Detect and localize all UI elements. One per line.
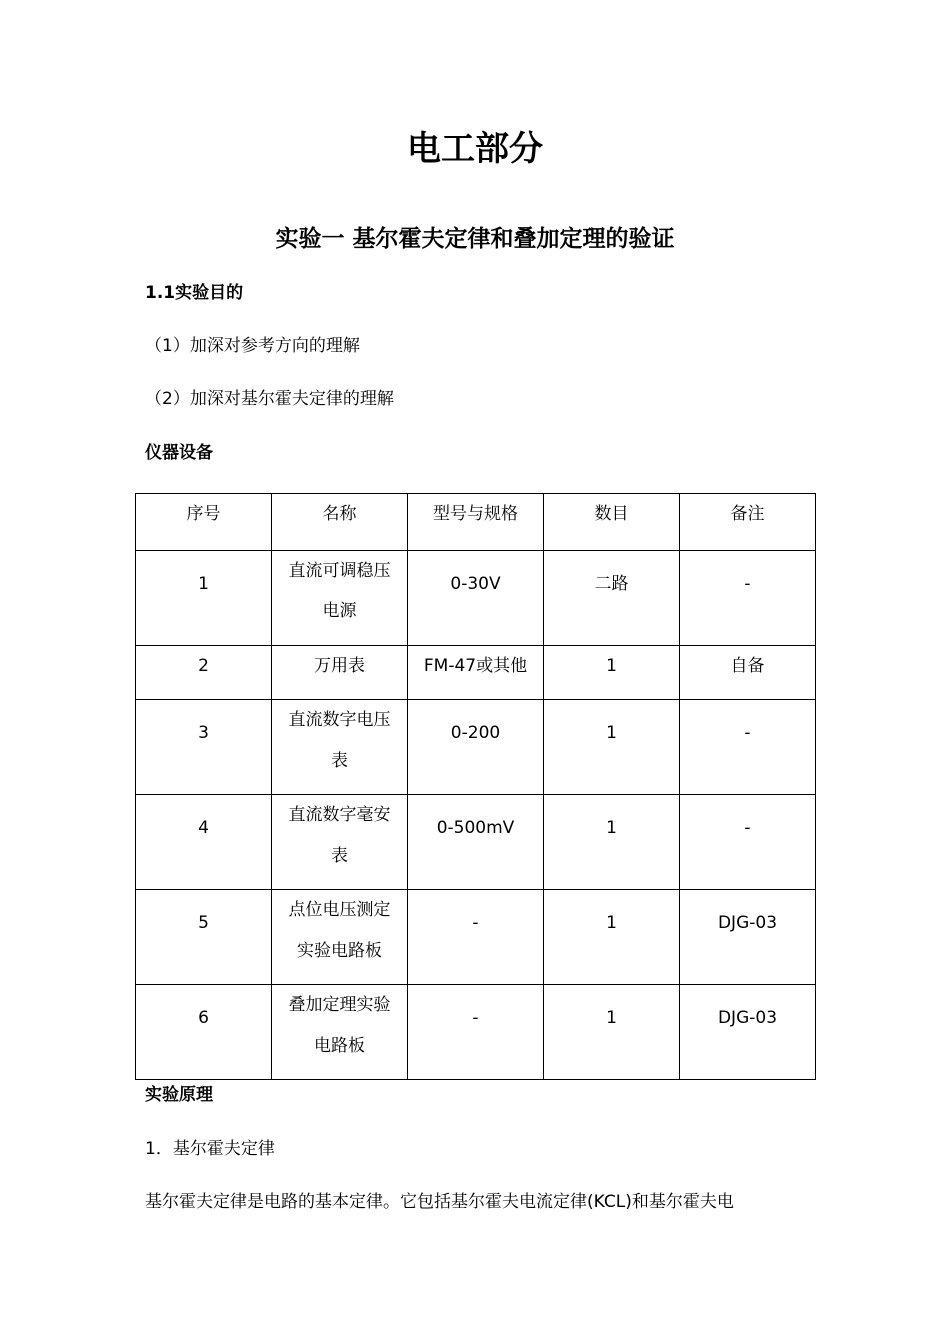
table-header-row — [136, 494, 816, 551]
cell-name: 万用表 — [272, 646, 408, 700]
cell-count: 1 — [544, 795, 680, 890]
principle-item: 1．基尔霍夫定律 — [145, 1139, 275, 1159]
cell-count: 1 — [544, 700, 680, 795]
cell-note: - — [680, 551, 816, 646]
cell-no: 4 — [136, 795, 272, 890]
cell-count: 1 — [544, 890, 680, 985]
cell-note: - — [680, 795, 816, 890]
cell-no: 2 — [136, 646, 272, 700]
section-heading-equipment: 仪器设备 — [145, 443, 213, 463]
table-row — [136, 700, 816, 795]
cell-no: 6 — [136, 985, 272, 1080]
header-no: 序号 — [136, 494, 272, 551]
table-row — [136, 890, 816, 985]
cell-note: - — [680, 700, 816, 795]
experiment-title: 实验一 基尔霍夫定律和叠加定理的验证 — [275, 226, 675, 252]
cell-count: 1 — [544, 646, 680, 700]
header-count: 数目 — [544, 494, 680, 551]
body-paragraph: 基尔霍夫定律是电路的基本定律。它包括基尔霍夫电流定律(KCL)和基尔霍夫电 — [145, 1192, 734, 1212]
cell-name: 直流数字毫安 表 — [272, 795, 408, 890]
header-note: 备注 — [680, 494, 816, 551]
goal-item: （2）加深对基尔霍夫定律的理解 — [145, 389, 394, 409]
cell-no: 1 — [136, 551, 272, 646]
table-row — [136, 795, 816, 890]
table-row — [136, 551, 816, 646]
cell-spec: 0-200 — [408, 700, 544, 795]
header-name: 名称 — [272, 494, 408, 551]
cell-name: 叠加定理实验 电路板 — [272, 985, 408, 1080]
cell-no: 3 — [136, 700, 272, 795]
cell-name: 点位电压测定 实验电路板 — [272, 890, 408, 985]
cell-name: 直流数字电压 表 — [272, 700, 408, 795]
page-title: 电工部分 — [407, 129, 543, 169]
cell-note: 自备 — [680, 646, 816, 700]
cell-spec: 0-500mV — [408, 795, 544, 890]
section-heading-purpose: 1.1实验目的 — [145, 283, 244, 303]
cell-note: DJG-03 — [680, 985, 816, 1080]
cell-spec: FM-47或其他 — [408, 646, 544, 700]
goal-item: （1）加深对参考方向的理解 — [145, 336, 360, 356]
cell-spec: - — [408, 985, 544, 1080]
cell-count: 二路 — [544, 551, 680, 646]
cell-note: DJG-03 — [680, 890, 816, 985]
equipment-table — [135, 493, 816, 1080]
cell-no: 5 — [136, 890, 272, 985]
section-heading-principle: 实验原理 — [145, 1085, 213, 1105]
cell-spec: 0-30V — [408, 551, 544, 646]
cell-count: 1 — [544, 985, 680, 1080]
table-row — [136, 646, 816, 700]
header-spec: 型号与规格 — [408, 494, 544, 551]
cell-name: 直流可调稳压 电源 — [272, 551, 408, 646]
cell-spec: - — [408, 890, 544, 985]
table-row — [136, 985, 816, 1080]
